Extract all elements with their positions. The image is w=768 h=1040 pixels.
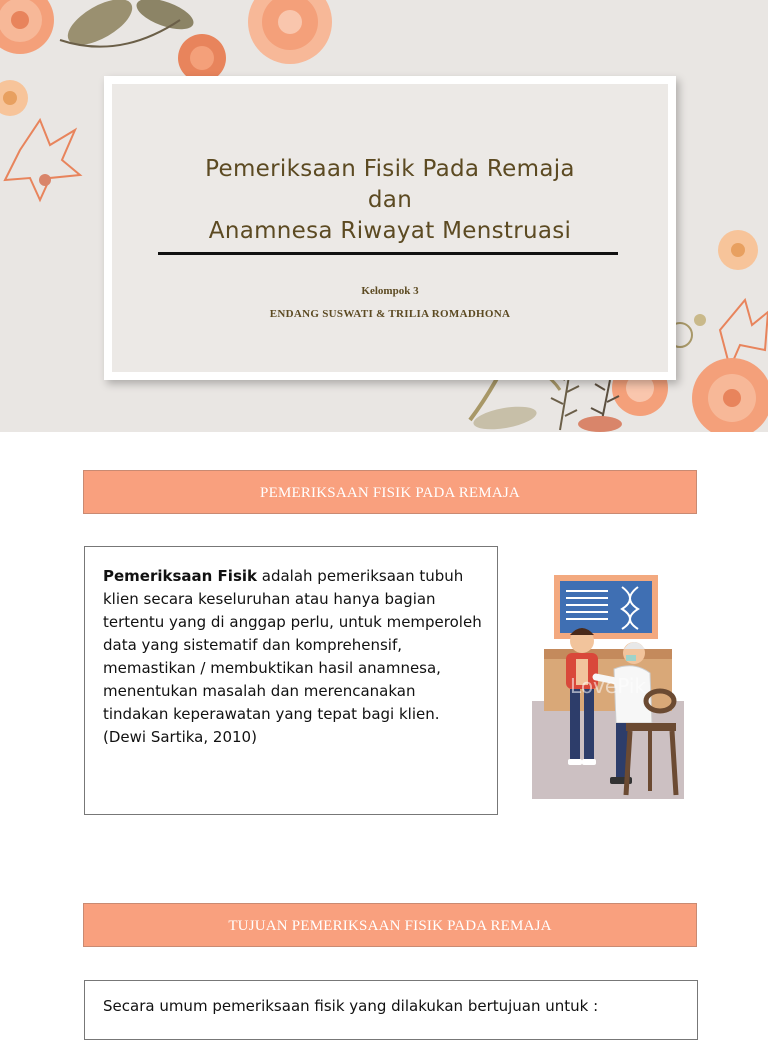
title-line-2: dan [367,187,413,213]
flower-icon [178,34,226,82]
title-slide [0,0,768,432]
flower-icon [692,358,768,432]
title-frame [104,76,676,380]
leaf-icon [472,403,622,432]
objectives-box [84,980,698,1040]
group-label: Kelompok 3 [361,285,419,297]
definition-box [84,546,498,815]
definition-paragraph [103,567,482,723]
definition-term: Pemeriksaan Fisik [103,567,257,585]
title-line-3: Anamnesa Riwayat Menstruasi [208,218,572,244]
slide-title [112,154,668,247]
definition-text: adalah pemeriksaan tubuh klien secara keseluruhan atau hanya bagian tertentu yang di anggap perlu, untuk memperoleh data yang sistematif dan komprehensif, memastikan / membuktikan hasil anamnesa, menentukan masalah dan merencanakan tindakan keperawatan yang tepat bagi klien. [103,567,482,723]
section-heading-tujuan: TUJUAN PEMERIKSAAN FISIK PADA REMAJA [83,903,697,947]
objectives-intro: Secara umum pemeriksaan fisik yang dilakukan bertujuan untuk : [103,997,599,1015]
doctor-examining-patient-illustration [530,573,686,801]
section-heading-pemeriksaan: PEMERIKSAAN FISIK PADA REMAJA [83,470,697,514]
maple-leaf-icon [720,300,768,368]
citation: (Dewi Sartika, 2010) [103,728,257,746]
flower-icon [718,230,758,270]
flower-icon [0,0,54,54]
leaf-icon [60,0,197,54]
flower-icon [0,80,28,116]
authors-label: ENDANG SUSWATI & TRILIA ROMADHONA [269,308,511,320]
maple-leaf-icon [5,120,80,200]
title-line-1: Pemeriksaan Fisik Pada Remaja [205,156,575,182]
title-divider [158,252,618,255]
watermark-text: LovePik [570,674,646,698]
flower-icon [248,0,332,64]
